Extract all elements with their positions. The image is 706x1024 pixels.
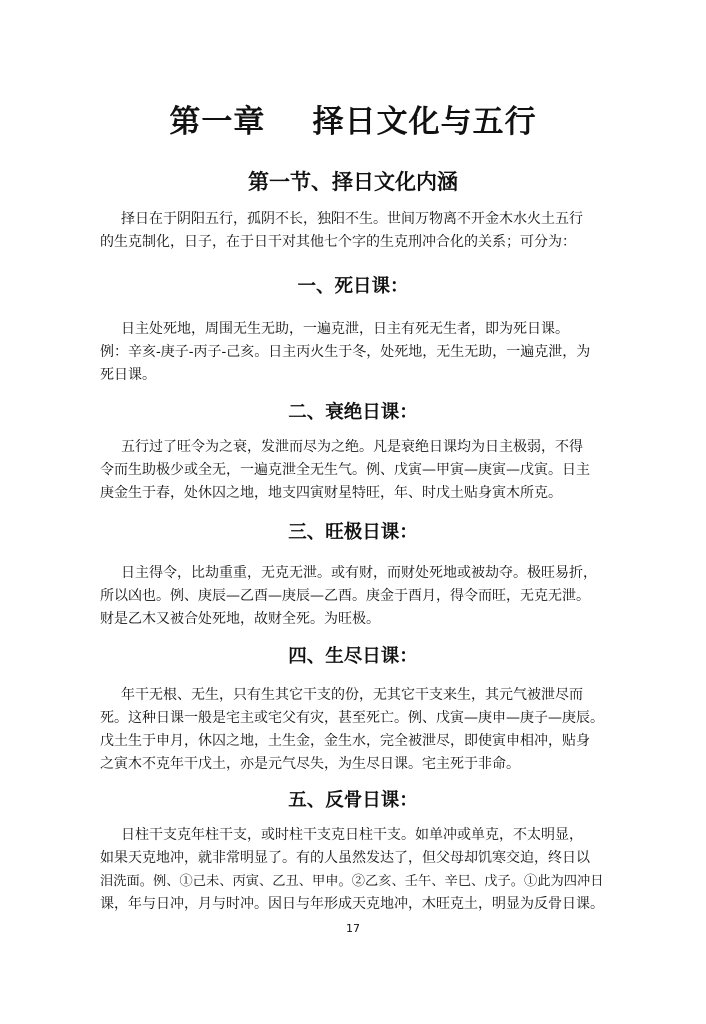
paragraph-line: 年干无根、无生，只有生其它干支的份，无其它干支来生，其元气被泄尽而	[121, 687, 583, 703]
section-paragraph	[100, 824, 606, 916]
paragraph-line: 日主处死地，周围无生无助，一遍克泄，日主有死无生者，即为死日课。	[121, 321, 569, 337]
paragraph-line: 所以凶也。例、庚辰—乙酉—庚辰—乙酉。庚金于酉月，得令而旺，无克无泄。	[100, 588, 590, 604]
paragraph-line: 之寅木不克年干戊土，亦是元气尽失，为生尽日课。宅主死于非命。	[100, 756, 520, 772]
section-heading: 三、旺极日课：	[288, 522, 418, 543]
paragraph-line: 五行过了旺令为之衰，发泄而尽为之绝。凡是衰绝日课均为日主极弱，不得	[121, 439, 583, 455]
section-paragraph	[100, 436, 606, 505]
section-heading: 五、反骨日课：	[288, 790, 418, 811]
paragraph-line: 的生克制化，日子，在于日干对其他七个字的生克刑冲合化的关系；可分为：	[100, 234, 576, 250]
paragraph-line: 令而生助极少或全无，一遍克泄全无生气。例、戊寅—甲寅—庚寅—戊寅。日主	[100, 462, 590, 478]
paragraph-line: 日主得令，比劫重重，无克无泄。或有财，而财处死地或被劫夺。极旺易折，	[121, 565, 597, 581]
paragraph-line: 泪洗面。例、①己未、丙寅、乙丑、甲申。②乙亥、壬午、辛巳、戊子。①此为四冲日	[100, 874, 604, 889]
paragraph-line: 庚金生于春，处休囚之地，地支四寅财星特旺，年、时戊土贴身寅木所克。	[100, 485, 562, 501]
section-paragraph	[100, 684, 606, 776]
paragraph-line: 如果天克地冲，就非常明显了。有的人虽然发达了，但父母却饥寒交迫，终日以	[100, 850, 590, 866]
chapter-title: 第一章 择日文化与五行	[169, 104, 537, 140]
paragraph-line: 课，年与日冲，月与时冲。因日与年形成天克地冲，木旺克土，明显为反骨日课。	[100, 896, 604, 912]
page-number: 17	[346, 922, 360, 935]
paragraph-line: 死。这种日课一般是宅主或宅父有灾，甚至死亡。例、戊寅—庚申—庚子—庚辰。	[100, 710, 604, 726]
section-heading: 四、生尽日课：	[288, 646, 418, 667]
section-paragraph	[100, 318, 606, 387]
section-title: 第一节、择日文化内涵	[248, 170, 458, 194]
paragraph-line: 择日在于阴阳五行，孤阴不长，独阳不生。世间万物离不开金木水火土五行	[121, 211, 583, 227]
paragraph-line: 戊土生于申月，休囚之地，土生金，金生水，完全被泄尽，即使寅申相冲，贴身	[100, 733, 590, 749]
intro-paragraph	[100, 208, 606, 254]
paragraph-line: 死日课。	[100, 367, 156, 383]
section-paragraph	[100, 562, 606, 631]
paragraph-line: 财是乙木又被合处死地，故财全死。为旺极。	[100, 611, 380, 627]
section-heading: 一、死日课：	[297, 276, 409, 297]
section-heading: 二、衰绝日课：	[288, 402, 418, 423]
paragraph-line: 例：辛亥-庚子-丙子-己亥。日主丙火生于冬，处死地，无生无助，一遍克泄，为	[100, 344, 591, 360]
paragraph-line: 日柱干支克年柱干支，或时柱干支克日柱干支。如单冲或单克，不太明显，	[121, 827, 583, 843]
